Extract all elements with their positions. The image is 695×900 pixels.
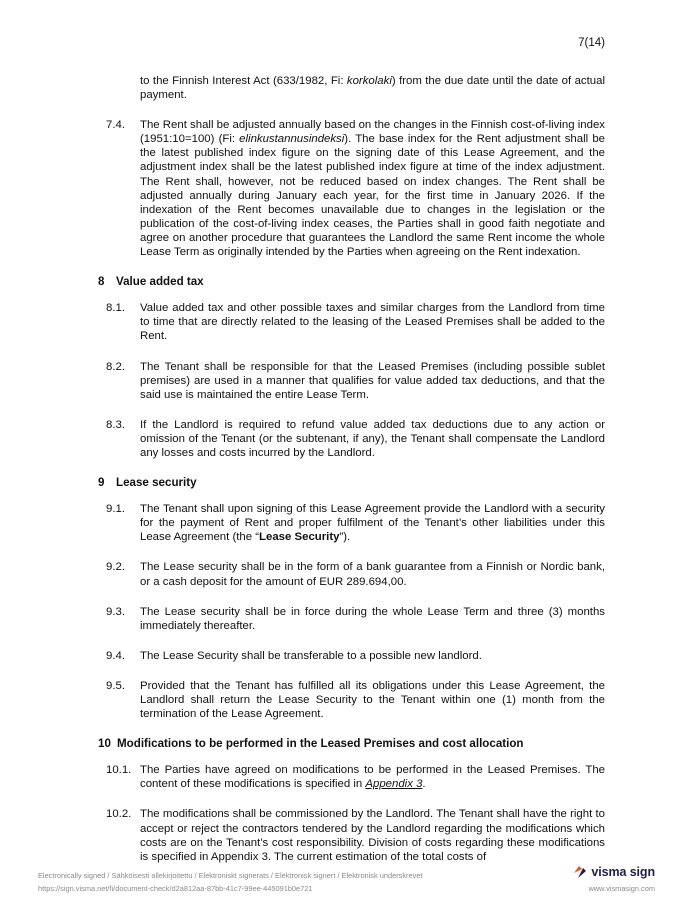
clause-number: 8.3. bbox=[106, 418, 125, 431]
clause-10-1: 10.1. The Parties have agreed on modifications to be performed in the Leased Premises. The content of these modifications is specified in Appendix 3. bbox=[106, 764, 605, 791]
clause-number: 9.1. bbox=[106, 503, 125, 516]
clause-number: 9.3. bbox=[106, 605, 125, 618]
italic-term: korkolaki bbox=[346, 75, 392, 87]
text-segment: ) from the due date until the date of actual payment. bbox=[140, 75, 605, 102]
logo-text: visma sign bbox=[591, 865, 655, 879]
clause-number: 7.4. bbox=[106, 119, 125, 132]
italic-term: elinkustannusindeksi bbox=[239, 133, 345, 146]
section-heading-9: 9 Lease security bbox=[98, 476, 197, 490]
text-segment: The Rent shall be adjusted annually based on the changes in the Finnish cost-of-living index (1951:10=100) (Fi: bbox=[140, 119, 605, 146]
clause-7-4 bbox=[106, 118, 605, 259]
clause-8-3: 8.3. If the Landlord is required to refund value added tax deductions due to any action or omission of the Tenant (or the subtenant, if any), the Tenant shall compensate the Landlord any losses and costs incurred by the Landlord. bbox=[106, 418, 605, 459]
text-segment: to the Finnish Interest Act (633/1982, Fi: bbox=[140, 75, 347, 87]
footer-document-url[interactable]: https://sign.visma.net/fi/document-check/d2a812aa-87bb-41c7-99ee-445091b0e721 bbox=[38, 884, 313, 893]
clause-8-2: 8.2. The Tenant shall be responsible for that the Leased Premises (including possible sublet premises) are used in a manner that qualifies for value added tax deductions, and that the said use is maintained the entire Lease Term. bbox=[106, 360, 605, 401]
clause-number: 8.2. bbox=[106, 360, 125, 373]
clause-10-2: 10.2. The modifications shall be commissioned by the Landlord. The Tenant shall have the right to accept or reject the contractors tendered by the Landlord regarding the modifications which costs are on the Tenant’s cost responsibility. Division of costs regarding these modifications is specified in Appendix 3. The current estimation of the total costs of bbox=[106, 808, 605, 863]
clause-number: 8.1. bbox=[106, 302, 125, 315]
clause-9-4: 9.4. The Lease Security shall be transferable to a possible new landlord. bbox=[106, 649, 482, 662]
appendix-link[interactable]: Appendix 3 bbox=[365, 778, 423, 791]
clause-9-2: 9.2. The Lease security shall be in the form of a bank guarantee from a Finnish or Nordic bank, or a cash deposit for the amount of EUR 289.694,00. bbox=[106, 561, 605, 588]
clause-number: 10.2. bbox=[106, 808, 132, 821]
clause-number: 9.4. bbox=[106, 649, 125, 662]
section-heading-8: 8 Value added tax bbox=[98, 275, 204, 289]
clause-number: 10.1. bbox=[106, 764, 132, 777]
section-heading-10: 10 Modifications to be performed in the Leased Premises and cost allocation bbox=[98, 737, 524, 751]
clause-number: 9.5. bbox=[106, 679, 125, 692]
footer-signed-line: Electronically signed / Sähköisesti allekirjoitettu / Elektroniskt signerats / Elektronisk signert / Elektronisk underskrevet bbox=[38, 871, 423, 880]
visma-logo-icon bbox=[573, 865, 587, 879]
page-number: 7(14) bbox=[578, 37, 605, 49]
visma-sign-logo bbox=[573, 864, 655, 880]
clause-9-3: 9.3. The Lease security shall be in force during the whole Lease Term and three (3) months immediately thereafter. bbox=[106, 605, 605, 632]
defined-term: Lease Security bbox=[259, 531, 340, 544]
clause-9-1: 9.1. The Tenant shall upon signing of this Lease Agreement provide the Landlord with a security for the payment of Rent and proper fulfilment of the Tenant’s other liabilities under this Lease Agreement (the “Lease Security”). bbox=[106, 503, 605, 544]
continuation-paragraph bbox=[140, 74, 605, 102]
clause-9-5: 9.5. Provided that the Tenant has fulfilled all its obligations under this Lease Agreement, the Landlord shall return the Lease Security to the Tenant within one (1) month from the termination of the Lease Agreement. bbox=[106, 679, 605, 721]
footer-site-link[interactable]: www.vismasign.com bbox=[588, 884, 655, 893]
text-segment: ). The base index for the Rent adjustment shall be the latest published index figure on the signing date of this Lease Agreement, and the adjustment index shall be the latest published index figure at time of the index adjustment. The Rent shall, however, not be reduced based on index changes. The Rent shall be adjusted annually during January each year, for the first time in January 2026. If the indexation of the Rent becomes unavailable due to changes in the legislation or the publication of the cost-of-living index ceases, the Parties shall in good faith negotiate and agree on another procedure that guarantees the Landlord the same Rent income the whole Lease Term as originally intended by the Parties when agreeing on the Rent indexation. bbox=[140, 133, 605, 259]
clause-8-1: 8.1. Value added tax and other possible taxes and similar charges from the Landlord from time to time that are directly related to the leasing of the Leased Premises shall be added to the Rent. bbox=[106, 302, 605, 343]
document-body bbox=[0, 74, 695, 864]
clause-number: 9.2. bbox=[106, 561, 125, 574]
